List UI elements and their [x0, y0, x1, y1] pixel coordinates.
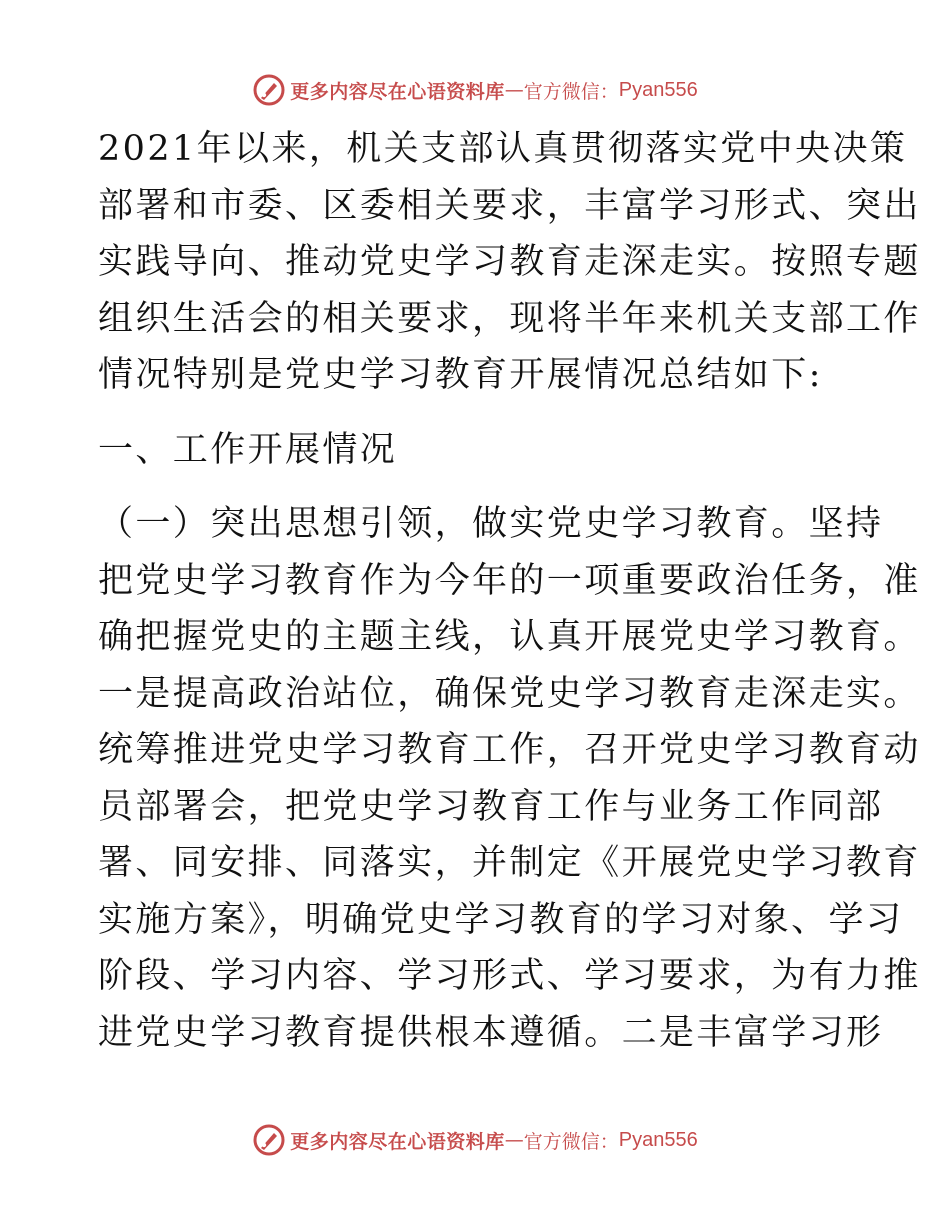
text-line: （一）突出思想引领，做实党史学习教育。坚持	[98, 504, 884, 544]
section-heading: 一、工作开展情况	[98, 429, 398, 470]
text-line: 统筹推进党史学习教育工作，召开党史学习教育动	[98, 730, 921, 770]
text-line: 实践导向、推动党史学习教育走深走实。按照专题	[98, 242, 921, 282]
text-line: 一是提高政治站位，确保党史学习教育走深走实。	[98, 673, 921, 714]
watermark-official-label: 官方微信：	[523, 80, 619, 103]
text-line: 实施方案》，明确党史学习教育的学习对象、学习	[98, 899, 904, 940]
text-line: 部署和市委、区委相关要求，丰富学习形式、突出	[98, 185, 921, 226]
paragraph-section-1	[98, 496, 921, 1061]
text-line: 组织生活会的相关要求，现将半年来机关支部工作	[98, 298, 921, 339]
watermark-site-text: 更多内容尽在心语资料库	[290, 80, 505, 103]
text-line: 进党史学习教育提供根本遵循。二是丰富学习形	[98, 1012, 884, 1053]
text-line: 2021年以来，机关支部认真贯彻落实党中央决策	[98, 129, 908, 169]
watermark-separator: —	[504, 79, 524, 101]
watermark-site-text: 更多内容尽在心语资料库	[290, 1130, 505, 1153]
text-line: 署、同安排、同落实，并制定《开展党史学习教育	[98, 843, 921, 883]
text-line: 员部署会，把党史学习教育工作与业务工作同部	[98, 786, 884, 827]
text-line: 情况特别是党史学习教育开展情况总结如下:	[98, 355, 823, 395]
header-watermark	[0, 70, 950, 110]
paragraph-intro	[98, 121, 921, 404]
watermark-official-label: 官方微信：	[523, 1130, 619, 1153]
text-line: 把党史学习教育作为今年的一项重要政治任务，准	[98, 560, 921, 601]
text-line: 确把握党史的主题主线，认真开展党史学习教育。	[98, 617, 921, 657]
pen-logo-icon	[252, 1123, 286, 1157]
footer-watermark	[0, 1120, 950, 1160]
pen-logo-icon	[252, 73, 286, 107]
text-line: 阶段、学习内容、学习形式、学习要求，为有力推	[98, 956, 921, 996]
document-body	[98, 121, 921, 1061]
watermark-separator: —	[504, 1129, 524, 1151]
watermark-account-id: Pyan556	[618, 1128, 698, 1151]
watermark-account-id: Pyan556	[618, 78, 698, 101]
